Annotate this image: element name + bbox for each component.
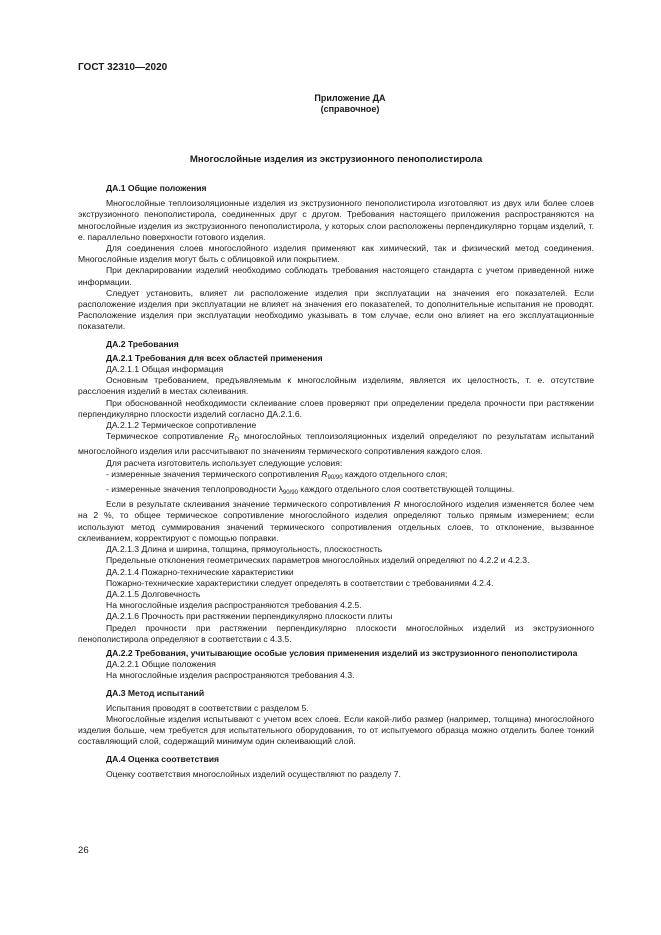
section-heading: ДА.2 Требования [106,338,179,349]
symbol: R [393,499,401,510]
paragraph: На многослойные изделия распространяются требования 4.2.5. [106,600,362,611]
paragraph: Для расчета изготовитель использует следующие условия: [106,457,343,468]
paragraph: Для соединения слоев многослойного изделия применяют как химический, так и физический метод соединения. Многослойные изделия могут быть с облицовкой или покрытием. [78,243,594,265]
clause-heading: ДА.2.1.4 Пожарно-технические характеристики [106,566,294,577]
subscript: 90/90 [282,490,298,497]
paragraph: Основным требованием, предъявляемым к многослойным изделиям, является их целостность, т. е. отсутствие расслоения изделий в местах склеивания. [78,375,594,397]
text-run: Если в результате склеивания значение термического сопротивления [106,499,394,510]
paragraph: Испытания проводят в соответствии с разделом 5. [106,702,309,713]
appendix-note: (справочное) [320,104,380,114]
section-heading: ДА.1 Общие положения [106,183,207,193]
clause-heading: ДА.2.1.1 Общая информация [106,364,224,375]
text-run: многослойных теплоизоляционных изделий определяют по результатам испытаний многослойного изделия или рассчитывают по значениям термического сопротивления каждого слоя. [78,431,594,457]
clause-heading: ДА.2.1.5 Долговечность [106,588,201,599]
subscript: 90/90 [327,474,343,481]
list-item [78,484,594,499]
section-heading: ДА.3 Метод испытаний [106,687,205,698]
clause-heading: ДА.2.2.1 Общие положения [106,659,216,670]
paragraph: Многослойные изделия испытывают с учетом всех слоев. Если какой-либо размер (например, толщина) многослойного изделия больше, чем требуется для испытательного оборудования, то от испытуемого образца можно отделить более тонкий составляющий слой, содержащий минимум один склеивающий слой. [78,713,594,747]
subsection-heading: ДА.2.1 Требования для всех областей применения [106,352,323,363]
standard-header: ГОСТ 32310—2020 [78,62,168,73]
subsection-heading: ДА.2.2 Требования, учитывающие особые условия применения изделий из экструзионного пенополистирола [106,647,578,658]
symbol: R [321,468,328,479]
appendix-title: Многослойные изделия из экструзионного пенополистирола [189,154,483,165]
clause-heading: ДА.2.1.2 Термическое сопротивление [106,420,257,431]
paragraph: На многослойные изделия распространяются требования 4.3. [106,670,355,681]
clause-heading: ДА.2.1.3 Длина и ширина, толщина, прямоугольность, плоскостность [106,544,383,555]
list-item [78,469,594,484]
subscript: D [234,437,239,444]
section-heading: ДА.4 Оценка соответствия [106,753,220,764]
clause-heading: ДА.2.1.6 Прочность при растяжении перпендикулярно плоскости плиты [106,611,393,622]
paragraph: При декларировании изделий необходимо соблюдать требования настоящего стандарта с учетом приведенной ниже информации. [78,265,594,287]
text-run: - измеренные значения теплопроводности λ [106,484,283,495]
paragraph: Пожарно-технические характеристики следует определять в соответствии с требованиями 4.2.4. [106,577,494,588]
paragraph: Предел прочности при растяжении перпендикулярно плоскости многослойных изделий из экструзионного пенополистирола определяют в соответствии с 4.3.5. [78,622,594,644]
paragraph: Предельные отклонения геометрических параметров многослойных изделий определяют по 4.2.2 и 4.2.3. [106,555,530,566]
paragraph: Следует установить, влияет ли расположение изделия при эксплуатации на значения его показателей. Если расположение изделия при эксплуатации не влияет на значения его показателей, то дополнительные испытания не проводят. Расположение изделия при эксплуатации необходимо указывать в том случае, если оно влияет на его эксплуатационные показатели. [78,287,594,332]
paragraph [78,499,594,544]
text-run: многослойного изделия изменяется более чем на 2 %, то общее термическое сопротивление многослойного изделия определяют только прямым измерением; если используют метод суммирования значений термического сопротивления отдельных слоев, то отклонение, вызванное склеиванием, корректируют с помощью поправки. [78,499,594,543]
text-run: Термическое сопротивление [106,431,229,442]
symbol: R [228,431,235,442]
appendix-label: Приложение ДА [314,93,386,103]
paragraph [78,431,594,457]
page-number: 26 [78,845,89,856]
paragraph: Оценку соответствия многослойных изделий осуществляют по разделу 7. [106,768,401,779]
text-run: каждого отдельного слоя соответствующей толщины. [297,484,515,495]
document-body [78,180,594,780]
paragraph: Многослойные теплоизоляционные изделия из экструзионного пенополистирола изготовляют из двух или более слоев экструзионного пенополистирола, соединенных друг с другом. Требования настоящего приложения распространяются на многослойные изделия из экструзионного пенополистирола, у которых слои расположены перпендикулярно торцам изделий, т. е. параллельно поверхности готового изделия. [78,198,594,242]
text-run: - измеренные значения термического сопротивления [106,468,322,479]
paragraph: При обоснованной необходимости склеивание слоев проверяют при определении предела прочности при растяжении перпендикулярно плоскости изделий согласно ДА.2.1.6. [78,397,594,419]
text-run: каждого отдельного слоя; [342,468,448,479]
